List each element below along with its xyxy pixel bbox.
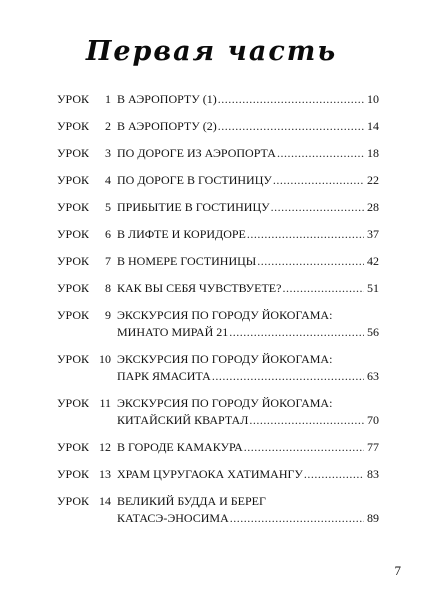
page-reference: 10	[367, 92, 379, 106]
lesson-word: УРОК	[57, 352, 89, 366]
entry-title-line: В ЛИФТЕ И КОРИДОРЕ	[117, 227, 246, 241]
lesson-number: 5	[105, 200, 111, 214]
dot-leader	[282, 280, 364, 297]
lesson-label	[57, 439, 117, 456]
toc-entry	[57, 253, 379, 270]
entry-title-line: В НОМЕРЕ ГОСТИНИЦЫ	[117, 254, 257, 268]
page-reference: 77	[367, 440, 379, 454]
table-of-contents	[57, 91, 379, 537]
dot-leader	[212, 368, 364, 385]
lesson-label	[57, 145, 117, 162]
lesson-number: 11	[99, 396, 111, 410]
lesson-number: 4	[105, 173, 111, 187]
lesson-word: УРОК	[57, 227, 89, 241]
entry-title-line: ЭКСКУРСИЯ ПО ГОРОДУ ЙОКОГАМА:	[117, 352, 333, 366]
lesson-word: УРОК	[57, 494, 89, 508]
lesson-label	[57, 493, 117, 510]
entry-title-line: ПРИБЫТИЕ В ГОСТИНИЦУ	[117, 200, 270, 214]
toc-entry	[57, 395, 379, 429]
entry-title-line: МИНАТО МИРАЙ 21	[117, 325, 229, 339]
lesson-word: УРОК	[57, 254, 89, 268]
entry-title-line: ЭКСКУРСИЯ ПО ГОРОДУ ЙОКОГАМА:	[117, 308, 333, 322]
toc-entry	[57, 145, 379, 162]
toc-entry	[57, 493, 379, 527]
dot-leader	[218, 91, 364, 108]
lesson-label	[57, 466, 117, 483]
page-reference: 63	[367, 369, 379, 383]
lesson-word: УРОК	[57, 200, 89, 214]
lesson-label	[57, 351, 117, 368]
page-reference: 14	[367, 119, 379, 133]
lesson-number: 1	[105, 92, 111, 106]
lesson-number: 8	[105, 281, 111, 295]
lesson-number: 10	[99, 352, 111, 366]
lesson-label	[57, 280, 117, 297]
entry-title-line: В АЭРОПОРТУ (2)	[117, 119, 217, 133]
dot-leader	[277, 145, 364, 162]
lesson-label	[57, 253, 117, 270]
lesson-word: УРОК	[57, 119, 89, 133]
entry-title-line: ХРАМ ЦУРУГАОКА ХАТИМАНГУ	[117, 467, 303, 481]
page-reference: 51	[367, 281, 379, 295]
entry-title-line: КИТАЙСКИЙ КВАРТАЛ	[117, 413, 249, 427]
entry-title-line: ПАРК ЯМАСИТА	[117, 369, 211, 383]
entry-title-line: ПО ДОРОГЕ ИЗ АЭРОПОРТА	[117, 146, 276, 160]
lesson-word: УРОК	[57, 308, 89, 322]
lesson-word: УРОК	[57, 396, 89, 410]
dot-leader	[304, 466, 364, 483]
entry-title-line: В ГОРОДЕ КАМАКУРА	[117, 440, 243, 454]
lesson-word: УРОК	[57, 440, 89, 454]
lesson-number: 14	[99, 494, 111, 508]
page-reference: 89	[367, 511, 379, 525]
page-reference: 22	[367, 173, 379, 187]
lesson-number: 2	[105, 119, 111, 133]
lesson-word: УРОК	[57, 281, 89, 295]
lesson-label	[57, 172, 117, 189]
toc-entry	[57, 226, 379, 243]
dot-leader	[218, 118, 364, 135]
page-reference: 18	[367, 146, 379, 160]
lesson-number: 13	[99, 467, 111, 481]
dot-leader	[230, 510, 364, 527]
lesson-number: 9	[105, 308, 111, 322]
lesson-number: 7	[105, 254, 111, 268]
toc-entry	[57, 91, 379, 108]
lesson-label	[57, 226, 117, 243]
page-reference: 70	[367, 413, 379, 427]
entry-title-line: КАТАСЭ-ЭНОСИМА	[117, 511, 229, 525]
entry-title-line: ВЕЛИКИЙ БУДДА И БЕРЕГ	[117, 494, 266, 508]
toc-entry	[57, 466, 379, 483]
page-title: Первая часть	[85, 36, 338, 67]
toc-entry	[57, 172, 379, 189]
page-reference: 28	[367, 200, 379, 214]
lesson-label	[57, 199, 117, 216]
dot-leader	[273, 172, 364, 189]
page-reference: 37	[367, 227, 379, 241]
toc-entry	[57, 199, 379, 216]
toc-entry	[57, 280, 379, 297]
toc-entry	[57, 351, 379, 385]
lesson-label	[57, 118, 117, 135]
page-number: 7	[394, 563, 401, 578]
entry-title-line: ЭКСКУРСИЯ ПО ГОРОДУ ЙОКОГАМА:	[117, 396, 333, 410]
dot-leader	[229, 324, 364, 341]
entry-title-line: КАК ВЫ СЕБЯ ЧУВСТВУЕТЕ?	[117, 281, 282, 295]
dot-leader	[247, 226, 364, 243]
dot-leader	[244, 439, 364, 456]
toc-entry	[57, 118, 379, 135]
lesson-word: УРОК	[57, 92, 89, 106]
lesson-number: 6	[105, 227, 111, 241]
dot-leader	[249, 412, 364, 429]
lesson-word: УРОК	[57, 173, 89, 187]
toc-entry	[57, 439, 379, 456]
toc-entry	[57, 307, 379, 341]
page-reference: 83	[367, 467, 379, 481]
lesson-number: 12	[99, 440, 111, 454]
lesson-word: УРОК	[57, 146, 89, 160]
entry-title-line: В АЭРОПОРТУ (1)	[117, 92, 217, 106]
page-reference: 56	[367, 325, 379, 339]
lesson-label	[57, 395, 117, 412]
dot-leader	[257, 253, 364, 270]
lesson-label	[57, 91, 117, 108]
entry-title-line: ПО ДОРОГЕ В ГОСТИНИЦУ	[117, 173, 272, 187]
lesson-word: УРОК	[57, 467, 89, 481]
lesson-number: 3	[105, 146, 111, 160]
dot-leader	[271, 199, 364, 216]
page-reference: 42	[367, 254, 379, 268]
lesson-label	[57, 307, 117, 324]
